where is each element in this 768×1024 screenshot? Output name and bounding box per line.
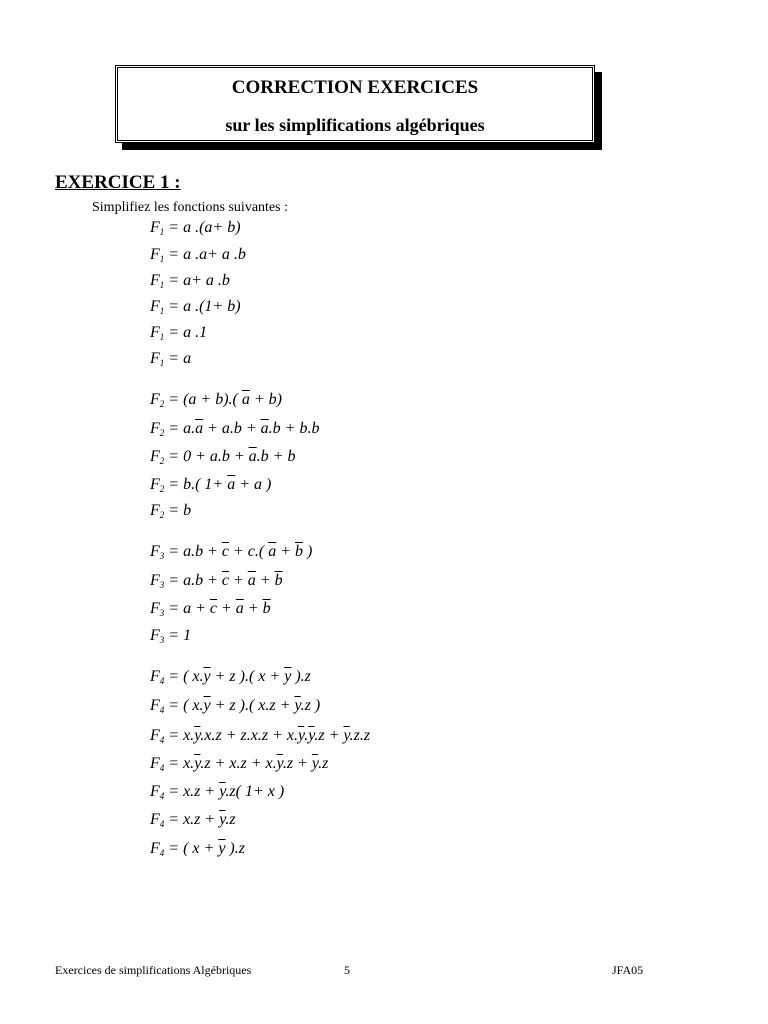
function-index: 2	[159, 399, 165, 409]
negated-variable: $\overline{a}$	[195, 420, 204, 437]
equation-term: = ( x.	[164, 668, 204, 685]
negated-variable: $\overline{y}$	[297, 727, 305, 744]
equation-term: = a.b +	[164, 572, 222, 589]
equation-term: .z )	[300, 697, 321, 714]
equation-line	[150, 350, 191, 368]
function-name: F	[150, 219, 160, 236]
negated-variable: $\overline{c}$	[221, 543, 229, 560]
equation-line	[150, 727, 370, 745]
equation-line	[150, 448, 295, 466]
function-index: 3	[159, 635, 165, 645]
equation-term: ).z	[291, 668, 311, 685]
equation-term: = a.	[164, 420, 196, 437]
equation-term: = ( x +	[164, 840, 219, 857]
negated-variable: $\overline{y}$	[218, 840, 226, 857]
negated-variable: $\overline{a}$	[235, 600, 244, 617]
equation-line	[150, 476, 271, 494]
equation-line	[150, 298, 241, 316]
equation-line	[150, 600, 271, 618]
function-name: F	[150, 350, 160, 367]
title-box	[115, 65, 595, 143]
function-name: F	[150, 391, 160, 408]
negated-variable: $\overline{c}$	[209, 600, 217, 617]
function-name: F	[150, 755, 160, 772]
equation-line	[150, 840, 245, 858]
equation-line	[150, 324, 207, 342]
negated-variable: $\overline{y}$	[311, 755, 319, 772]
function-index: 2	[159, 428, 165, 438]
equation-term: ).z	[225, 840, 245, 857]
function-name: F	[150, 697, 160, 714]
equation-line	[150, 627, 191, 645]
equation-term: + b)	[249, 391, 282, 408]
function-index: 3	[159, 580, 165, 590]
footer-code: JFA05	[612, 963, 644, 977]
function-name: F	[150, 543, 160, 560]
function-name: F	[150, 727, 160, 744]
function-name: F	[150, 324, 160, 341]
document-subtitle: sur les simplifications algébriques	[225, 115, 485, 135]
negated-variable: $\overline{y}$	[203, 668, 211, 685]
function-name: F	[150, 600, 160, 617]
negated-variable: $\overline{y}$	[294, 697, 301, 714]
function-index: 1	[159, 358, 165, 368]
equation-line	[150, 219, 241, 237]
negated-variable: $\overline{y}$	[194, 727, 201, 744]
equation-term: = a +	[164, 600, 210, 617]
function-index: 3	[159, 608, 165, 618]
footer-title: Exercices de simplifications Algébriques	[55, 963, 252, 977]
equation-term: = b	[164, 502, 192, 519]
negated-variable: $\overline{y}$	[284, 668, 292, 685]
equation-line	[150, 755, 328, 773]
equation-term: = x.z +	[164, 811, 220, 828]
equation-term: .z + x.z + x.	[200, 755, 277, 772]
equation-line	[150, 272, 230, 290]
page-number: 5	[344, 963, 350, 977]
equation-term: .z.z	[349, 727, 371, 744]
negated-variable: $\overline{y}$	[219, 811, 226, 828]
function-name: F	[150, 298, 160, 315]
negated-variable: $\overline{a}$	[268, 543, 277, 560]
equation-term: = x.z +	[164, 783, 220, 800]
equation-line	[150, 543, 312, 561]
function-name: F	[150, 572, 160, 589]
negated-variable: $\overline{y}$	[276, 755, 283, 772]
equation-term: = ( x.	[164, 697, 204, 714]
equation-term: = x.	[164, 727, 195, 744]
negated-variable: $\overline{a}$	[248, 448, 257, 465]
equation-term: = a+ a .b	[164, 272, 230, 289]
equation-term: +	[216, 600, 236, 617]
equation-term: +	[255, 572, 275, 589]
negated-variable: $\overline{a}$	[241, 391, 250, 408]
function-name: F	[150, 502, 160, 519]
equation-line	[150, 697, 320, 715]
equation-term: .	[304, 727, 309, 744]
function-index: 4	[159, 763, 165, 773]
equation-term: .z	[318, 755, 329, 772]
equation-term: + a.b +	[203, 420, 261, 437]
document-title: CORRECTION EXERCICES	[231, 77, 479, 98]
equation-term: .z( 1+ x )	[225, 783, 285, 800]
negated-variable: $\overline{c}$	[221, 572, 229, 589]
equation-term: = (a + b).(	[164, 391, 242, 408]
exercise-instruction: Simplifiez les fonctions suivantes :	[92, 200, 288, 215]
negated-variable: $\overline{y}$	[343, 727, 350, 744]
function-index: 3	[159, 551, 165, 561]
function-name: F	[150, 811, 160, 828]
equation-term: .b + b.b	[268, 420, 320, 437]
equation-term: + a )	[235, 476, 272, 493]
function-index: 2	[159, 456, 165, 466]
equation-line	[150, 502, 191, 520]
equation-term: .x.z + z.x.z + x.	[200, 727, 298, 744]
equation-term: +	[243, 600, 263, 617]
equation-term: = 1	[164, 627, 192, 644]
function-index: 4	[159, 676, 165, 686]
equation-line	[150, 668, 311, 686]
function-name: F	[150, 476, 160, 493]
equation-term: + z ).( x.z +	[210, 697, 295, 714]
equation-term: = a.b +	[164, 543, 222, 560]
equation-term: )	[303, 543, 313, 560]
function-index: 1	[159, 254, 165, 264]
negated-variable: $\overline{y}$	[308, 727, 315, 744]
equation-term: .z +	[314, 727, 344, 744]
function-index: 4	[159, 848, 165, 858]
function-name: F	[150, 840, 160, 857]
equation-line	[150, 783, 284, 801]
equation-term: + z ).( x +	[210, 668, 285, 685]
function-index: 1	[159, 306, 165, 316]
function-index: 4	[159, 735, 165, 745]
equation-line	[150, 811, 236, 829]
equation-line	[150, 246, 246, 264]
negated-variable: $\overline{b}$	[274, 572, 283, 589]
negated-variable: $\overline{b}$	[295, 543, 304, 560]
equation-term: .z +	[282, 755, 312, 772]
equation-term: = a .a+ a .b	[164, 246, 246, 263]
equation-term: +	[228, 572, 248, 589]
equation-term: = 0 + a.b +	[164, 448, 249, 465]
function-name: F	[150, 783, 160, 800]
equation-line	[150, 391, 282, 409]
equation-line	[150, 420, 319, 438]
equation-term: = a .1	[164, 324, 208, 341]
equation-line	[150, 572, 283, 590]
exercise-title: EXERCICE 1 :	[55, 172, 181, 193]
equation-term: .b + b	[256, 448, 296, 465]
equation-term: .z	[225, 811, 236, 828]
equation-term: = b.( 1+	[164, 476, 228, 493]
negated-variable: $\overline{a}$	[260, 420, 269, 437]
function-index: 1	[159, 227, 165, 237]
negated-variable: $\overline{b}$	[262, 600, 271, 617]
negated-variable: $\overline{a}$	[247, 572, 256, 589]
function-index: 4	[159, 819, 165, 829]
function-name: F	[150, 668, 160, 685]
equation-term: = a	[164, 350, 192, 367]
function-index: 2	[159, 484, 165, 494]
function-name: F	[150, 448, 160, 465]
equation-term: +	[276, 543, 296, 560]
function-name: F	[150, 272, 160, 289]
function-name: F	[150, 420, 160, 437]
function-index: 4	[159, 705, 165, 715]
equation-term: + c.(	[228, 543, 269, 560]
function-index: 1	[159, 332, 165, 342]
negated-variable: $\overline{a}$	[227, 476, 236, 493]
negated-variable: $\overline{y}$	[203, 697, 211, 714]
function-name: F	[150, 627, 160, 644]
negated-variable: $\overline{y}$	[194, 755, 201, 772]
function-index: 4	[159, 791, 165, 801]
equation-term: = x.	[164, 755, 195, 772]
equation-term: = a .(a+ b)	[164, 219, 241, 236]
function-index: 2	[159, 510, 165, 520]
function-index: 1	[159, 280, 165, 290]
negated-variable: $\overline{y}$	[219, 783, 226, 800]
function-name: F	[150, 246, 160, 263]
equation-term: = a .(1+ b)	[164, 298, 241, 315]
